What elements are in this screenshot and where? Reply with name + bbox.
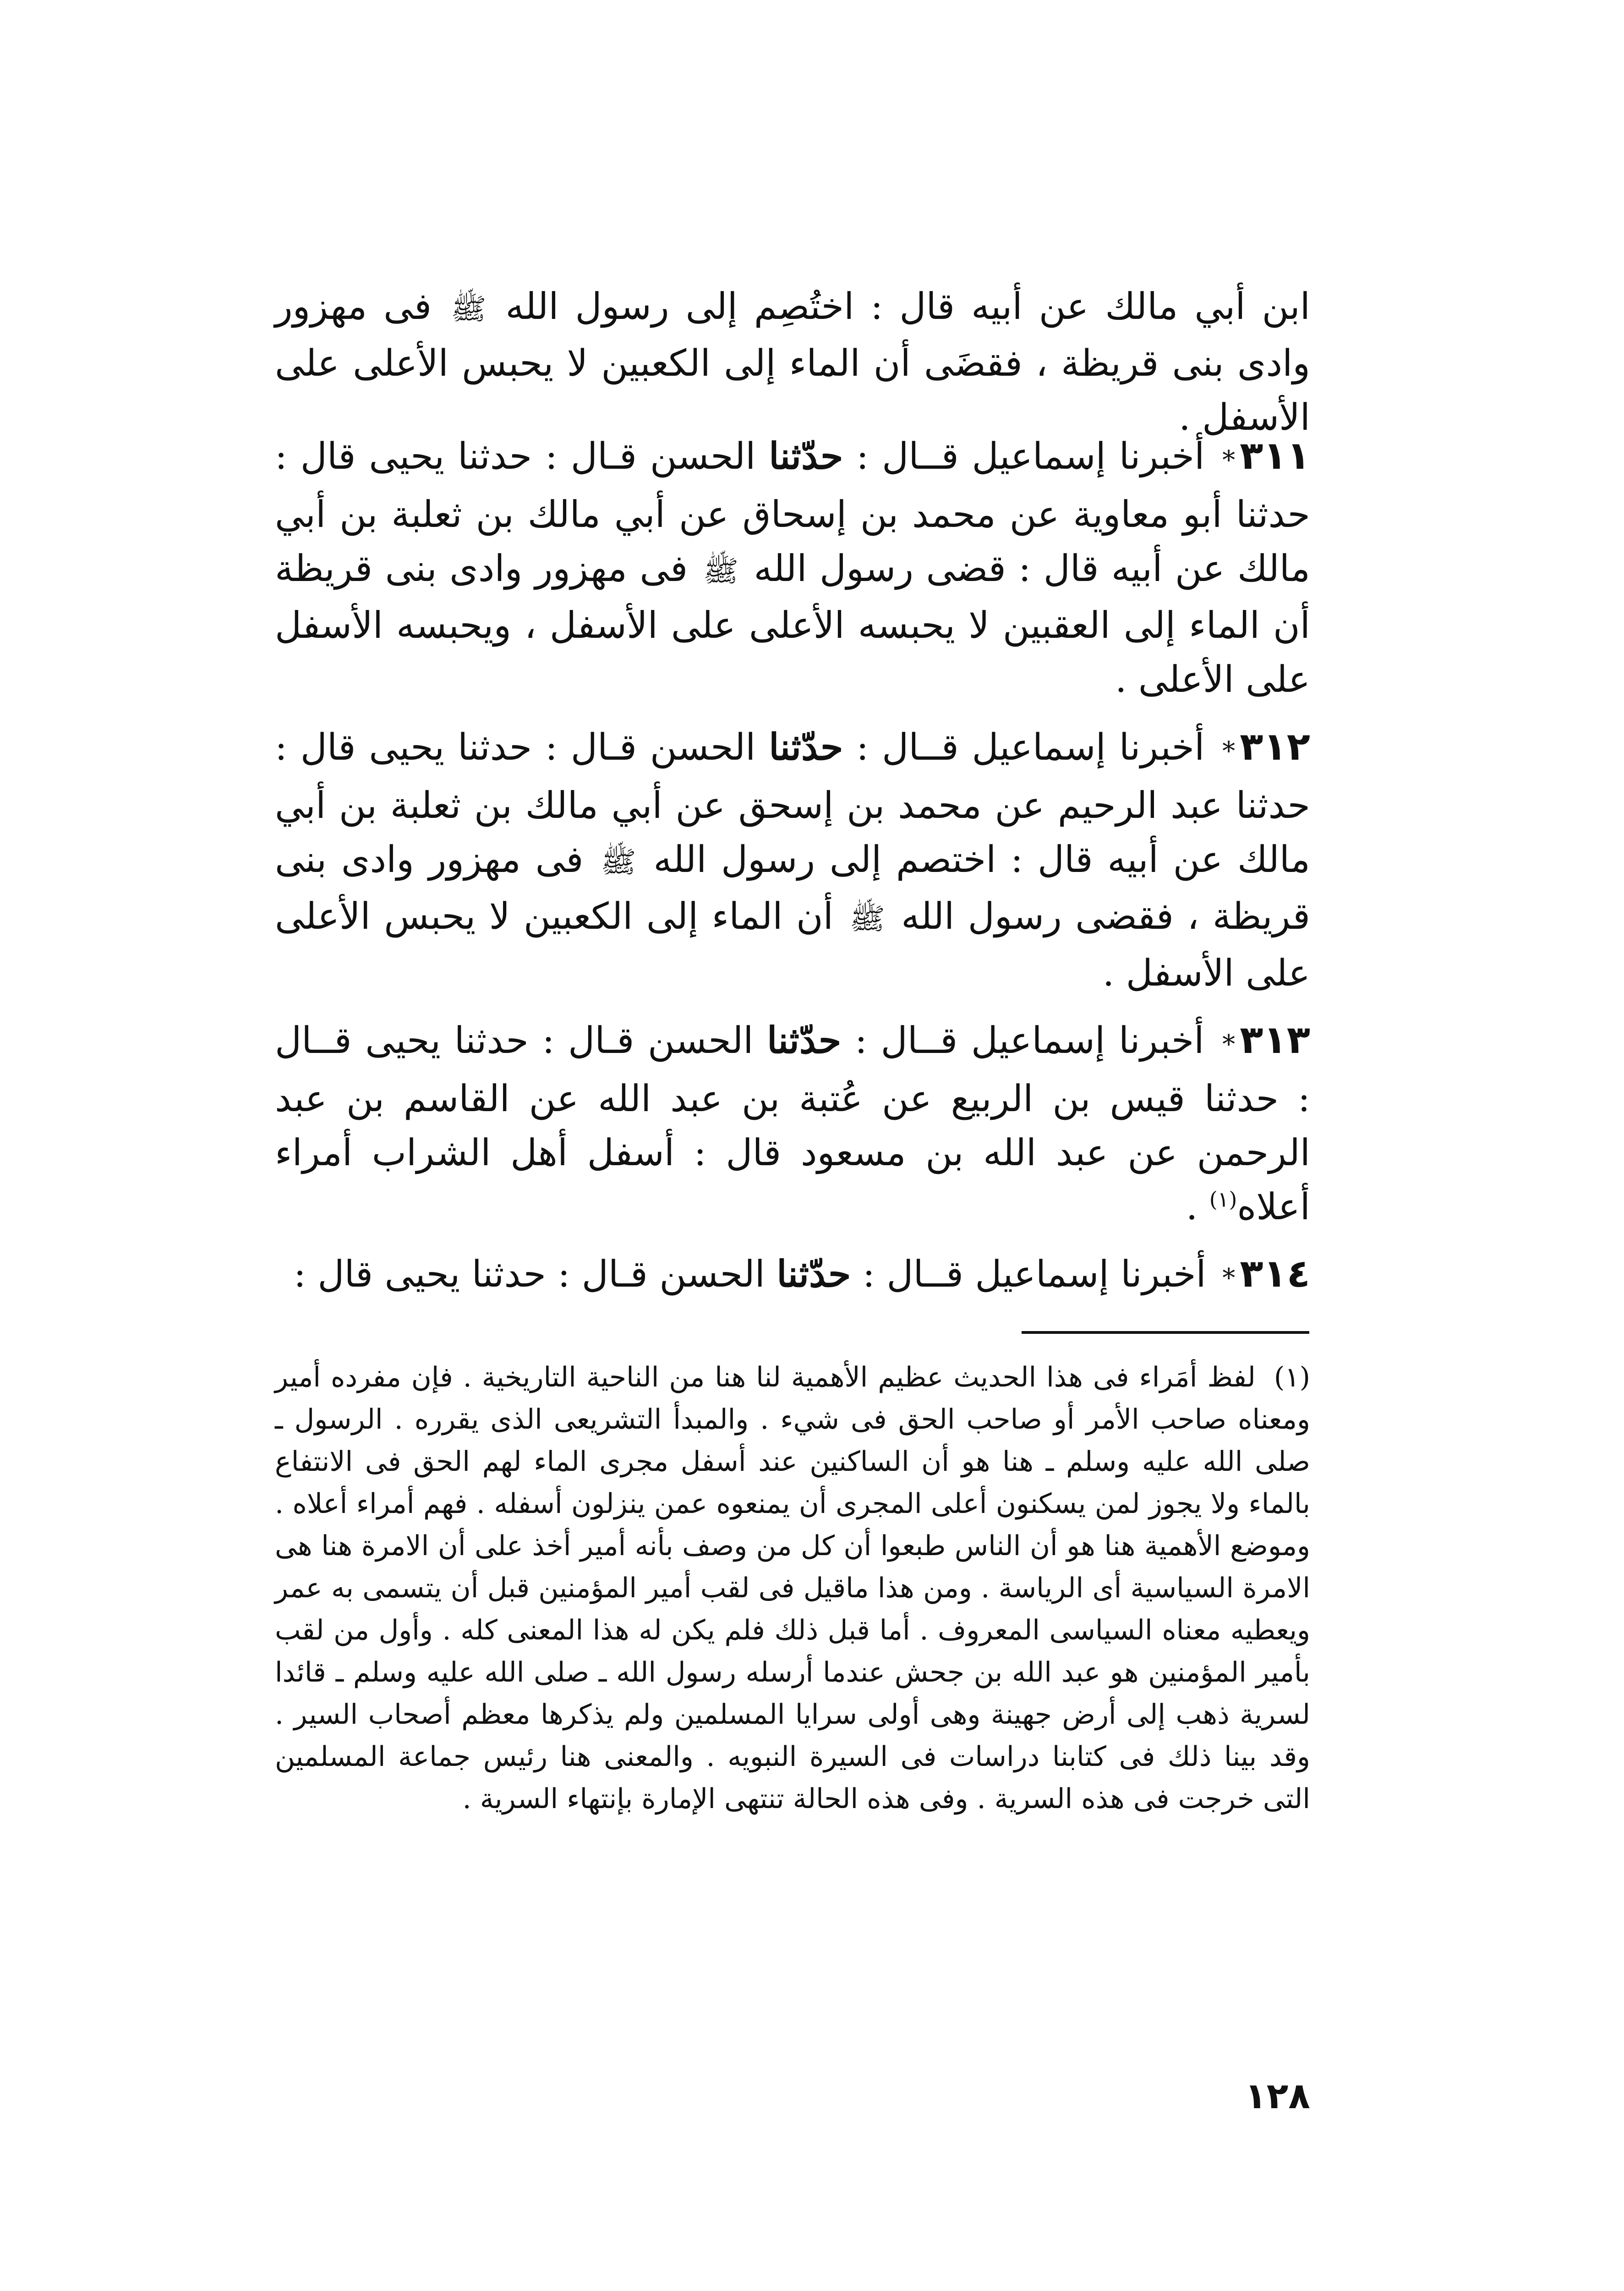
footnote-marker: (١) — [1274, 1361, 1310, 1393]
paragraph-text: . — [1186, 1185, 1198, 1228]
footnote-reference[interactable]: (١) — [1209, 1187, 1237, 1212]
hadith-number: ٣١٢ — [1240, 724, 1310, 769]
bold-word: حدّثنا — [767, 1019, 842, 1062]
bold-word: حدّثنا — [769, 434, 843, 477]
bold-word: حدّثنا — [776, 1252, 851, 1295]
paragraph-text: أخبرنا إسماعيل قــال : — [856, 726, 1205, 768]
paragraph-text: ابن أبي مالك عن أبيه قال : اختُصِم إلى رسول الله — [505, 285, 1311, 328]
paragraph-text: الحسن قـال : حدثنا يحيى قال : — [293, 1253, 765, 1295]
paragraph-text: أخبرنا إسماعيل قــال : — [856, 435, 1205, 477]
hadith-number: ٣١١ — [1240, 433, 1310, 478]
salawat-ligature: ﷺ — [849, 902, 885, 936]
salawat-ligature: ﷺ — [601, 845, 636, 879]
salawat-ligature: ﷺ — [451, 292, 487, 326]
footnote — [275, 1356, 1310, 1820]
hadith-311 — [275, 428, 1310, 707]
star-marker: * — [1222, 445, 1236, 475]
hadith-313 — [275, 1013, 1310, 1234]
star-marker: * — [1222, 736, 1236, 766]
paragraph-text: الحسن قـال : حدثنا يحيى قال : حدثنا أبو معاوية عن محمد بن إسحاق عن أبي مالك بن ثعلبة بن أبي مالك عن أبيه قال : قضى رسول الله — [275, 435, 1310, 590]
paragraph-text: أن الماء إلى الكعبين لا يحبس الأعلى على الأسفل . — [275, 895, 1310, 994]
paragraph-text: أخبرنا إسماعيل قــال : — [855, 1019, 1204, 1062]
paragraph-text: فى مهزور وادى بنى قريظة ، فقضَى أن الماء إلى الكعبين لا يحبس الأعلى على الأسفل . — [275, 285, 1310, 438]
paragraph-continuation — [275, 280, 1310, 444]
paragraph-text: فى مهزور وادى بنى قريظة ، فقضى رسول الله — [275, 838, 1310, 937]
star-marker: * — [1222, 1263, 1236, 1293]
paragraph-text: أخبرنا إسماعيل قــال : — [862, 1253, 1206, 1295]
bold-word: حدّثنا — [769, 725, 843, 768]
hadith-312 — [275, 719, 1310, 1000]
hadith-number: ٣١٤ — [1240, 1251, 1310, 1296]
footnote-separator — [1022, 1331, 1309, 1334]
salawat-ligature: ﷺ — [703, 554, 739, 588]
footnote-text: لفظ أمَراء فى هذا الحديث عظيم الأهمية لنا هنا من الناحية التاريخية . فإن مفرده أمير ومعناه صاحب الأمر أو صاحب الحق فى شيء . والمبدأ التشريعى الذى يقرره . الرسول ـ صلى الله عليه وسلم ـ هنا هو أن الساكنين عند أسفل مجرى الماء لهم الحق فى الانتفاع بالماء ولا يجوز لمن يسكنون أعلى المجرى أن يمنعوه عمن ينزلون أسفله . فهم أمراء أعلاه . وموضع الأهمية هنا هو أن الناس طبعوا أن كل من وصف بأنه أمير أخذ على أن الامرة هنا هى الامرة السياسية أى الرياسة . ومن هذا ماقيل فى لقب أمير المؤمنين قبل أن يتسمى به عمر ويعطيه معناه السياسى المعروف . أما قبل ذلك فلم يكن له هذا المعنى كله . وأول من لقب بأمير المؤمنين هو عبد الله بن جحش عندما أرسله رسول الله ـ صلى الله عليه وسلم ـ قائدا لسرية ذهب إلى أرض جهينة وهى أولى سرايا المسلمين ولم يذكرها معظم أصحاب السير . وقد بينا ذلك فى كتابنا دراسات فى السيرة النبويه . والمعنى هنا رئيس جماعة المسلمين التى خرجت فى هذه السرية . وفى هذه الحالة تنتهى الإمارة بإنتهاء السرية . — [275, 1361, 1310, 1815]
paragraph-text: فى مهزور وادى بنى قريظة أن الماء إلى العقبين لا يحبسه الأعلى على الأسفل ، ويحبسه الأسفل على الأعلى . — [275, 547, 1310, 701]
paragraph-text: الحسن قـال : حدثنا يحيى قال : حدثنا عبد الرحيم عن محمد بن إسحق عن أبي مالك بن ثعلبة بن أبي مالك عن أبيه قال : اختصم إلى رسول الله — [275, 726, 1310, 881]
page-number: ١٢٨ — [1245, 2076, 1310, 2117]
paragraph-text: الحسن قـال : حدثنا يحيى قــال : حدثنا قيس بن الربيع عن عُتبة بن عبد الله عن القاسم بن عبد الرحمن عن عبد الله بن مسعود قال : أسفل أهل الشراب أمراء أعلاه — [275, 1019, 1310, 1228]
star-marker: * — [1222, 1030, 1236, 1059]
hadith-number: ٣١٣ — [1240, 1017, 1310, 1062]
hadith-314 — [275, 1246, 1310, 1305]
